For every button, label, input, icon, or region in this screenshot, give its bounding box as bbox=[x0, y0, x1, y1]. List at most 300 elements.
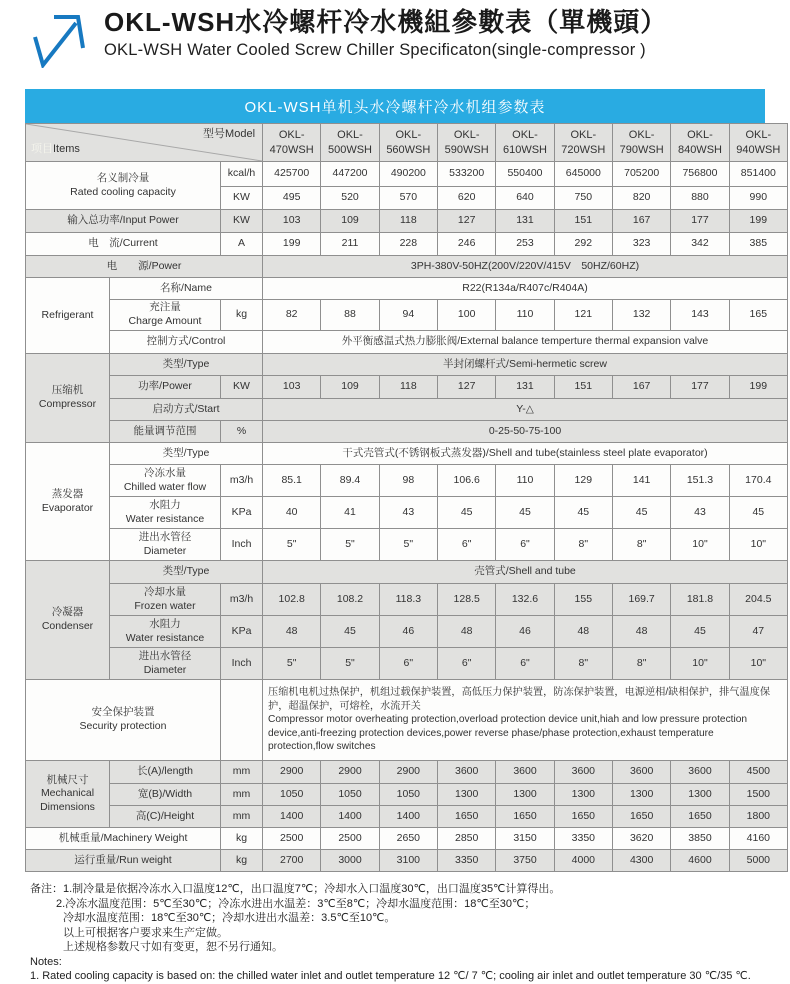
value-compressor-power-790WSH: 167 bbox=[612, 376, 670, 399]
section-label-line: Compressor bbox=[38, 398, 97, 410]
row-label-height bbox=[110, 806, 221, 828]
row-label-evaporator-type bbox=[110, 443, 263, 465]
merged-value-refrigerant-name: R22(R134a/R407c/R404A) bbox=[263, 278, 788, 300]
value-condenser-water-resistance-470WSH: 48 bbox=[263, 616, 321, 648]
value-length-500WSH: 2900 bbox=[321, 761, 379, 784]
value-length-840WSH: 3600 bbox=[671, 761, 729, 784]
note-line: 1. Rated cooling capacity is based on: the chilled water inlet and outlet temperature 12 ℃/ 7 ℃; cooling air inlet and outlet temperature 30 ℃/35 ℃. bbox=[30, 970, 751, 982]
merged-value-compressor-type: 半封闭螺杆式/Semi-hermetic screw bbox=[263, 354, 788, 376]
value-length-940WSH: 4500 bbox=[729, 761, 787, 784]
value-machinery-weight-500WSH: 2500 bbox=[321, 828, 379, 850]
row-label-line: 类型/Type bbox=[162, 357, 210, 370]
value-evaporator-diameter-470WSH: 5" bbox=[263, 529, 321, 561]
value-evaporator-water-resistance-940WSH: 45 bbox=[729, 497, 787, 529]
value-run-weight-610WSH: 3750 bbox=[496, 850, 554, 872]
row-label-compressor-type bbox=[110, 354, 263, 376]
model-name-line: 590WSH bbox=[444, 143, 489, 156]
model-name-line: 610WSH bbox=[502, 143, 547, 156]
row-label-condenser-diameter bbox=[110, 648, 221, 680]
note-line: 上述规格参数尺寸如有变更，恕不另行通知。 bbox=[63, 941, 283, 953]
unit-length: mm bbox=[221, 761, 263, 784]
value-compressor-power-560WSH: 118 bbox=[379, 376, 437, 399]
value-machinery-weight-560WSH: 2650 bbox=[379, 828, 437, 850]
value-capacity-kw-560WSH: 570 bbox=[379, 187, 437, 210]
value-current-840WSH: 342 bbox=[671, 233, 729, 256]
note-line: 冷却水温度范围：18℃至30℃；冷却水进出水温差：3.5℃至10℃。 bbox=[63, 912, 396, 924]
section-label-security-protection bbox=[26, 680, 221, 761]
section-label-rated-cooling-capacity bbox=[26, 162, 221, 210]
value-condenser-diameter-840WSH: 10" bbox=[671, 648, 729, 680]
value-compressor-power-590WSH: 127 bbox=[438, 376, 496, 399]
section-label-line: 名义制冷量 bbox=[96, 171, 150, 184]
model-name-line: OKL- bbox=[278, 129, 305, 142]
value-input-power-840WSH: 177 bbox=[671, 210, 729, 233]
value-height-940WSH: 1800 bbox=[729, 806, 787, 828]
unit-energy-range: % bbox=[221, 421, 263, 443]
row-label-line: Diameter bbox=[143, 544, 187, 557]
value-charge-amount-470WSH: 82 bbox=[263, 300, 321, 331]
value-evaporator-diameter-590WSH: 6" bbox=[438, 529, 496, 561]
value-height-790WSH: 1650 bbox=[612, 806, 670, 828]
section-label-line: 运行重量/Run weight bbox=[74, 853, 172, 866]
row-label-condenser-type bbox=[110, 561, 263, 584]
row-label-compressor-power bbox=[110, 376, 221, 399]
model-header-940WSH bbox=[729, 124, 787, 162]
value-charge-amount-500WSH: 88 bbox=[321, 300, 379, 331]
model-name-line: 790WSH bbox=[619, 143, 664, 156]
value-length-590WSH: 3600 bbox=[438, 761, 496, 784]
row-label-line: Chilled water flow bbox=[123, 480, 207, 493]
value-current-720WSH: 292 bbox=[554, 233, 612, 256]
value-height-720WSH: 1650 bbox=[554, 806, 612, 828]
brand-arrow-icon bbox=[30, 10, 92, 68]
section-label-line: 安全保护装置 bbox=[91, 706, 155, 719]
value-chilled-water-flow-500WSH: 89.4 bbox=[321, 465, 379, 497]
section-label-machinery-weight bbox=[26, 828, 221, 850]
value-condenser-water-resistance-590WSH: 48 bbox=[438, 616, 496, 648]
value-current-790WSH: 323 bbox=[612, 233, 670, 256]
row-label-line: 类型/Type bbox=[162, 565, 210, 578]
section-label-compressor bbox=[26, 354, 110, 443]
value-width-470WSH: 1050 bbox=[263, 784, 321, 806]
value-capacity-kcal-610WSH: 550400 bbox=[496, 162, 554, 187]
value-length-790WSH: 3600 bbox=[612, 761, 670, 784]
value-width-840WSH: 1300 bbox=[671, 784, 729, 806]
value-run-weight-940WSH: 5000 bbox=[729, 850, 787, 872]
value-evaporator-water-resistance-560WSH: 43 bbox=[379, 497, 437, 529]
model-header-790WSH bbox=[612, 124, 670, 162]
value-capacity-kcal-500WSH: 447200 bbox=[321, 162, 379, 187]
value-condenser-diameter-470WSH: 5" bbox=[263, 648, 321, 680]
value-evaporator-diameter-610WSH: 6" bbox=[496, 529, 554, 561]
row-label-line: 高(C)/Height bbox=[135, 809, 195, 822]
value-charge-amount-940WSH: 165 bbox=[729, 300, 787, 331]
value-capacity-kw-840WSH: 880 bbox=[671, 187, 729, 210]
value-compressor-power-840WSH: 177 bbox=[671, 376, 729, 399]
value-height-560WSH: 1400 bbox=[379, 806, 437, 828]
value-run-weight-560WSH: 3100 bbox=[379, 850, 437, 872]
row-label-line: 功率/Power bbox=[138, 380, 192, 393]
page-title: OKL-WSH水冷螺杆冷水機組參數表（單機頭） bbox=[104, 7, 668, 37]
row-label-charge-amount bbox=[110, 300, 221, 331]
section-label-line: 电 流/Current bbox=[88, 237, 158, 250]
value-capacity-kw-470WSH: 495 bbox=[263, 187, 321, 210]
items-corner-label: 项目Items bbox=[31, 143, 80, 156]
row-label-refrigerant-name bbox=[110, 278, 263, 300]
value-capacity-kw-500WSH: 520 bbox=[321, 187, 379, 210]
model-name-line: OKL- bbox=[337, 129, 363, 142]
row-label-length bbox=[110, 761, 221, 784]
row-label-line: Water resistance bbox=[125, 512, 205, 525]
spec-table bbox=[0, 123, 790, 872]
value-machinery-weight-840WSH: 3850 bbox=[671, 828, 729, 850]
section-label-line: 输入总功率/Input Power bbox=[67, 214, 179, 227]
model-name-line: 500WSH bbox=[327, 143, 373, 156]
value-run-weight-720WSH: 4000 bbox=[554, 850, 612, 872]
value-input-power-560WSH: 118 bbox=[379, 210, 437, 233]
value-current-940WSH: 385 bbox=[729, 233, 787, 256]
value-condenser-diameter-590WSH: 6" bbox=[438, 648, 496, 680]
model-name-line: OKL- bbox=[628, 129, 655, 142]
value-frozen-water-840WSH: 181.8 bbox=[671, 584, 729, 616]
value-current-500WSH: 211 bbox=[321, 233, 379, 256]
value-frozen-water-720WSH: 155 bbox=[554, 584, 612, 616]
value-evaporator-water-resistance-610WSH: 45 bbox=[496, 497, 554, 529]
row-label-line: 冷冻水量 bbox=[144, 466, 186, 479]
unit-run-weight: kg bbox=[221, 850, 263, 872]
value-run-weight-590WSH: 3350 bbox=[438, 850, 496, 872]
unit-frozen-water: m3/h bbox=[221, 584, 263, 616]
section-label-line: Evaporator bbox=[41, 501, 94, 514]
value-condenser-diameter-560WSH: 6" bbox=[379, 648, 437, 680]
value-frozen-water-560WSH: 118.3 bbox=[379, 584, 437, 616]
spec-table-grid bbox=[25, 123, 788, 872]
value-compressor-power-720WSH: 151 bbox=[554, 376, 612, 399]
model-header-840WSH bbox=[671, 124, 729, 162]
model-header-560WSH bbox=[379, 124, 437, 162]
value-input-power-940WSH: 199 bbox=[729, 210, 787, 233]
value-width-560WSH: 1050 bbox=[379, 784, 437, 806]
row-label-frozen-water bbox=[110, 584, 221, 616]
row-label-line: 水阻力 bbox=[149, 498, 181, 511]
model-name-line: 940WSH bbox=[736, 143, 781, 156]
value-charge-amount-610WSH: 110 bbox=[496, 300, 554, 331]
value-evaporator-water-resistance-500WSH: 41 bbox=[321, 497, 379, 529]
unit-current: A bbox=[221, 233, 263, 256]
model-name-line: OKL- bbox=[453, 129, 480, 142]
value-height-590WSH: 1650 bbox=[438, 806, 496, 828]
model-name-line: 720WSH bbox=[561, 143, 606, 156]
value-capacity-kcal-940WSH: 851400 bbox=[729, 162, 787, 187]
model-corner-label: 型号Model bbox=[203, 128, 256, 140]
row-label-evaporator-diameter bbox=[110, 529, 221, 561]
row-label-line: 进出水管径 bbox=[138, 530, 192, 543]
value-evaporator-water-resistance-470WSH: 40 bbox=[263, 497, 321, 529]
value-frozen-water-790WSH: 169.7 bbox=[612, 584, 670, 616]
row-label-line: 宽(B)/Width bbox=[137, 787, 193, 800]
value-length-470WSH: 2900 bbox=[263, 761, 321, 784]
model-header-500WSH bbox=[321, 124, 379, 162]
value-frozen-water-470WSH: 102.8 bbox=[263, 584, 321, 616]
value-evaporator-water-resistance-720WSH: 45 bbox=[554, 497, 612, 529]
row-label-width bbox=[110, 784, 221, 806]
value-charge-amount-840WSH: 143 bbox=[671, 300, 729, 331]
unit-security-text bbox=[221, 680, 263, 761]
value-length-610WSH: 3600 bbox=[496, 761, 554, 784]
model-name-line: OKL- bbox=[687, 129, 713, 142]
model-name-line: OKL- bbox=[570, 129, 597, 142]
section-label-line: 压缩机 bbox=[51, 384, 84, 397]
value-capacity-kcal-720WSH: 645000 bbox=[554, 162, 612, 187]
value-chilled-water-flow-590WSH: 106.6 bbox=[438, 465, 496, 497]
value-charge-amount-590WSH: 100 bbox=[438, 300, 496, 331]
note-line: Notes: bbox=[30, 955, 62, 968]
value-charge-amount-560WSH: 94 bbox=[379, 300, 437, 331]
section-label-line: Rated cooling capacity bbox=[70, 185, 176, 198]
model-name-line: OKL- bbox=[512, 129, 538, 142]
value-input-power-500WSH: 109 bbox=[321, 210, 379, 233]
model-name-line: 840WSH bbox=[677, 143, 722, 156]
value-width-940WSH: 1500 bbox=[729, 784, 787, 806]
section-label-refrigerant bbox=[26, 278, 110, 354]
unit-condenser-diameter: Inch bbox=[221, 648, 263, 680]
merged-value-condenser-type: 壳管式/Shell and tube bbox=[263, 561, 788, 584]
value-condenser-water-resistance-500WSH: 45 bbox=[321, 616, 379, 648]
value-capacity-kw-720WSH: 750 bbox=[554, 187, 612, 210]
value-chilled-water-flow-720WSH: 129 bbox=[554, 465, 612, 497]
value-length-560WSH: 2900 bbox=[379, 761, 437, 784]
value-chilled-water-flow-940WSH: 170.4 bbox=[729, 465, 787, 497]
value-evaporator-water-resistance-790WSH: 45 bbox=[612, 497, 670, 529]
row-label-start-mode bbox=[110, 399, 263, 421]
value-run-weight-500WSH: 3000 bbox=[321, 850, 379, 872]
value-capacity-kw-940WSH: 990 bbox=[729, 187, 787, 210]
section-label-line: Refrigerant bbox=[41, 308, 94, 321]
value-condenser-diameter-720WSH: 8" bbox=[554, 648, 612, 680]
protection-text-line: Compressor motor overheating protection,overload protection device unit,hiah and low pressure protection device,anti-freezing protection devices,power reverse phase/phase protection,exhaust temperature protection,flow switches bbox=[268, 714, 748, 753]
merged-value-energy-range: 0-25-50-75-100 bbox=[263, 421, 788, 443]
value-input-power-790WSH: 167 bbox=[612, 210, 670, 233]
model-name-line: OKL- bbox=[395, 129, 422, 142]
value-evaporator-diameter-790WSH: 8" bbox=[612, 529, 670, 561]
value-evaporator-diameter-720WSH: 8" bbox=[554, 529, 612, 561]
value-frozen-water-500WSH: 108.2 bbox=[321, 584, 379, 616]
unit-chilled-water-flow: m3/h bbox=[221, 465, 263, 497]
unit-condenser-water-resistance: KPa bbox=[221, 616, 263, 648]
value-frozen-water-590WSH: 128.5 bbox=[438, 584, 496, 616]
value-charge-amount-720WSH: 121 bbox=[554, 300, 612, 331]
value-capacity-kcal-590WSH: 533200 bbox=[438, 162, 496, 187]
row-label-line: 类型/Type bbox=[162, 446, 210, 459]
value-input-power-720WSH: 151 bbox=[554, 210, 612, 233]
section-label-input-power bbox=[26, 210, 221, 233]
row-label-line: 启动方式/Start bbox=[152, 402, 220, 415]
value-current-610WSH: 253 bbox=[496, 233, 554, 256]
model-name-line: 560WSH bbox=[386, 143, 431, 156]
value-machinery-weight-470WSH: 2500 bbox=[263, 828, 321, 850]
section-label-line: Security protection bbox=[79, 720, 167, 732]
value-chilled-water-flow-840WSH: 151.3 bbox=[671, 465, 729, 497]
page-subtitle: OKL-WSH Water Cooled Screw Chiller Specificaton(single-compressor ) bbox=[104, 40, 646, 59]
value-condenser-water-resistance-610WSH: 46 bbox=[496, 616, 554, 648]
section-label-line: 冷凝器 bbox=[51, 606, 84, 619]
value-condenser-water-resistance-720WSH: 48 bbox=[554, 616, 612, 648]
row-label-line: 冷却水量 bbox=[144, 585, 186, 598]
row-label-line: Frozen water bbox=[134, 599, 196, 612]
value-run-weight-790WSH: 4300 bbox=[612, 850, 670, 872]
row-label-line: 进出水管径 bbox=[138, 649, 192, 662]
value-compressor-power-610WSH: 131 bbox=[496, 376, 554, 399]
value-current-590WSH: 246 bbox=[438, 233, 496, 256]
value-machinery-weight-790WSH: 3620 bbox=[612, 828, 670, 850]
value-input-power-470WSH: 103 bbox=[263, 210, 321, 233]
value-condenser-water-resistance-940WSH: 47 bbox=[729, 616, 787, 648]
value-condenser-diameter-790WSH: 8" bbox=[612, 648, 670, 680]
value-width-500WSH: 1050 bbox=[321, 784, 379, 806]
unit-height: mm bbox=[221, 806, 263, 828]
row-label-control bbox=[110, 331, 263, 354]
value-condenser-diameter-610WSH: 6" bbox=[496, 648, 554, 680]
row-label-line: 长(A)/length bbox=[136, 765, 194, 778]
section-label-line: 蒸发器 bbox=[51, 487, 84, 500]
protection-text-line: 压缩机电机过热保护，机组过载保护装置，高低压力保护装置，防冻保护装置，电源逆相/缺相保护，排气温度保护，超温保护，可熔栓，水流开关 bbox=[268, 687, 771, 712]
value-condenser-diameter-940WSH: 10" bbox=[729, 648, 787, 680]
value-frozen-water-610WSH: 132.6 bbox=[496, 584, 554, 616]
value-run-weight-470WSH: 2700 bbox=[263, 850, 321, 872]
value-compressor-power-940WSH: 199 bbox=[729, 376, 787, 399]
unit-input-power: KW bbox=[221, 210, 263, 233]
row-label-line: Diameter bbox=[143, 663, 187, 676]
value-capacity-kcal-790WSH: 705200 bbox=[612, 162, 670, 187]
notes-block bbox=[30, 882, 790, 984]
value-capacity-kcal-840WSH: 756800 bbox=[671, 162, 729, 187]
row-label-evaporator-water-resistance bbox=[110, 497, 221, 529]
value-chilled-water-flow-560WSH: 98 bbox=[379, 465, 437, 497]
section-label-power-supply bbox=[26, 256, 263, 278]
value-length-720WSH: 3600 bbox=[554, 761, 612, 784]
row-label-line: 能量调节范围 bbox=[133, 424, 197, 437]
value-input-power-590WSH: 127 bbox=[438, 210, 496, 233]
value-machinery-weight-590WSH: 2850 bbox=[438, 828, 496, 850]
value-condenser-water-resistance-560WSH: 46 bbox=[379, 616, 437, 648]
row-label-line: Water resistance bbox=[125, 631, 205, 644]
unit-compressor-power: KW bbox=[221, 376, 263, 399]
titles bbox=[104, 8, 667, 60]
value-chilled-water-flow-470WSH: 85.1 bbox=[263, 465, 321, 497]
value-height-470WSH: 1400 bbox=[263, 806, 321, 828]
value-input-power-610WSH: 131 bbox=[496, 210, 554, 233]
model-header-610WSH bbox=[496, 124, 554, 162]
section-label-run-weight bbox=[26, 850, 221, 872]
value-evaporator-diameter-560WSH: 5" bbox=[379, 529, 437, 561]
model-header-720WSH bbox=[554, 124, 612, 162]
value-evaporator-water-resistance-840WSH: 43 bbox=[671, 497, 729, 529]
section-label-line: Dimensions bbox=[40, 800, 95, 813]
unit-evaporator-water-resistance: KPa bbox=[221, 497, 263, 529]
row-label-line: 名称/Name bbox=[160, 281, 212, 294]
value-capacity-kw-790WSH: 820 bbox=[612, 187, 670, 210]
value-evaporator-diameter-940WSH: 10" bbox=[729, 529, 787, 561]
value-machinery-weight-610WSH: 3150 bbox=[496, 828, 554, 850]
note-line: 2.冷冻水温度范围：5℃至30℃；冷冻水进出水温差：3℃至8℃；冷却水温度范围：18℃至30℃； bbox=[56, 897, 536, 910]
value-width-720WSH: 1300 bbox=[554, 784, 612, 806]
value-height-610WSH: 1650 bbox=[496, 806, 554, 828]
value-height-500WSH: 1400 bbox=[321, 806, 379, 828]
value-condenser-water-resistance-790WSH: 48 bbox=[612, 616, 670, 648]
merged-value-security-text bbox=[263, 680, 788, 761]
row-label-line: Charge Amount bbox=[128, 315, 202, 327]
value-compressor-power-470WSH: 103 bbox=[263, 376, 321, 399]
section-label-line: Mechanical bbox=[40, 787, 95, 800]
value-machinery-weight-720WSH: 3350 bbox=[554, 828, 612, 850]
section-label-line: Condenser bbox=[41, 620, 94, 632]
row-label-condenser-water-resistance bbox=[110, 616, 221, 648]
row-label-chilled-water-flow bbox=[110, 465, 221, 497]
model-header-590WSH bbox=[438, 124, 496, 162]
unit-charge-amount: kg bbox=[221, 300, 263, 331]
value-width-610WSH: 1300 bbox=[496, 784, 554, 806]
row-label-line: 充注量 bbox=[149, 301, 181, 314]
unit-evaporator-diameter: Inch bbox=[221, 529, 263, 561]
value-width-790WSH: 1300 bbox=[612, 784, 670, 806]
unit-machinery-weight: kg bbox=[221, 828, 263, 850]
section-label-line: 机械尺寸 bbox=[46, 773, 89, 786]
value-run-weight-840WSH: 4600 bbox=[671, 850, 729, 872]
section-label-current bbox=[26, 233, 221, 256]
value-chilled-water-flow-790WSH: 141 bbox=[612, 465, 670, 497]
section-label-condenser bbox=[26, 561, 110, 680]
merged-value-power-supply: 3PH-380V-50HZ(200V/220V/415V 50HZ/60HZ) bbox=[263, 256, 788, 278]
value-width-590WSH: 1300 bbox=[438, 784, 496, 806]
value-capacity-kw-590WSH: 620 bbox=[438, 187, 496, 210]
section-label-mechanical-dimensions bbox=[26, 761, 110, 828]
value-machinery-weight-940WSH: 4160 bbox=[729, 828, 787, 850]
model-name-line: 470WSH bbox=[269, 143, 314, 156]
value-chilled-water-flow-610WSH: 110 bbox=[496, 465, 554, 497]
unit-width: mm bbox=[221, 784, 263, 806]
value-height-840WSH: 1650 bbox=[671, 806, 729, 828]
section-label-line: 机械重量/Machinery Weight bbox=[58, 831, 188, 844]
value-capacity-kw-610WSH: 640 bbox=[496, 187, 554, 210]
unit-capacity-kw: KW bbox=[221, 187, 263, 210]
model-header-470WSH bbox=[263, 124, 321, 162]
section-label-line: 电 源/Power bbox=[106, 259, 182, 272]
section-label-evaporator bbox=[26, 443, 110, 561]
merged-value-start-mode: Y-△ bbox=[263, 399, 788, 421]
value-current-560WSH: 228 bbox=[379, 233, 437, 256]
value-compressor-power-500WSH: 109 bbox=[321, 376, 379, 399]
value-evaporator-diameter-840WSH: 10" bbox=[671, 529, 729, 561]
items-model-corner-cell bbox=[26, 124, 263, 162]
value-capacity-kcal-560WSH: 490200 bbox=[379, 162, 437, 187]
value-condenser-water-resistance-840WSH: 45 bbox=[671, 616, 729, 648]
row-label-line: 水阻力 bbox=[149, 617, 181, 630]
value-evaporator-water-resistance-590WSH: 45 bbox=[438, 497, 496, 529]
value-charge-amount-790WSH: 132 bbox=[612, 300, 670, 331]
model-name-line: OKL- bbox=[745, 129, 772, 142]
row-label-energy-range bbox=[110, 421, 221, 443]
value-evaporator-diameter-500WSH: 5" bbox=[321, 529, 379, 561]
row-label-line: 控制方式/Control bbox=[146, 335, 226, 348]
note-line: 备注：1.制冷量是依据冷冻水入口温度12℃，出口温度7℃；冷却水入口温度30℃，出口温度35℃计算得出。 bbox=[30, 883, 561, 895]
value-frozen-water-940WSH: 204.5 bbox=[729, 584, 787, 616]
note-line: 以上可根据客户要求来生产定做。 bbox=[63, 926, 228, 939]
table-title-banner: OKL-WSH单机头水冷螺杆冷水机组参数表 bbox=[25, 89, 765, 123]
title-block bbox=[0, 0, 790, 68]
value-current-470WSH: 199 bbox=[263, 233, 321, 256]
unit-capacity-kcal: kcal/h bbox=[221, 162, 263, 187]
merged-value-evaporator-type: 干式壳管式(不锈钢板式蒸发器)/Shell and tube(stainless steel plate evaporator) bbox=[263, 443, 788, 465]
